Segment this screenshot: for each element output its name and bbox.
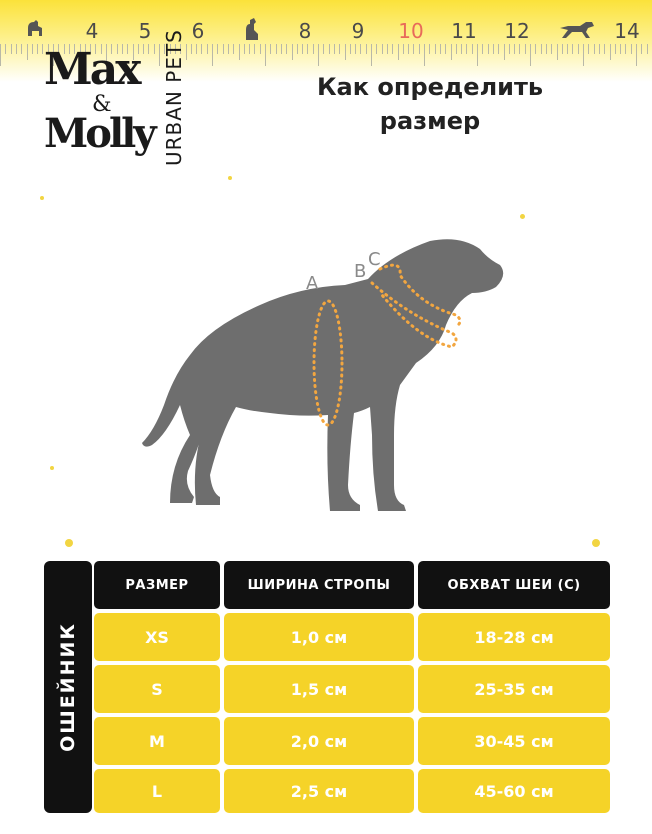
ruler-tick: [562, 44, 563, 54]
logo-subtitle: URBAN PETS: [162, 29, 186, 166]
ruler-tick: [16, 44, 17, 54]
ruler-tick: [345, 44, 346, 60]
ruler-tick: [329, 44, 330, 54]
ruler-tick: [572, 44, 573, 54]
ruler-tick: [270, 44, 271, 54]
ruler-tick: [297, 44, 298, 54]
table-cell-width: 2,0 см: [224, 717, 414, 765]
ruler-tick: [424, 44, 425, 66]
ruler-tick: [360, 44, 361, 54]
ruler-tick: [445, 44, 446, 54]
ruler-tick: [451, 44, 452, 60]
ruler-tick: [223, 44, 224, 54]
running-dog-icon: [558, 18, 596, 40]
ruler-tick: [212, 44, 213, 66]
decorative-dot: [40, 196, 44, 200]
decorative-dot: [520, 214, 525, 219]
ruler-tick: [466, 44, 467, 54]
ruler-number: 11: [451, 19, 477, 43]
ruler-tick: [493, 44, 494, 54]
ruler-number: 12: [504, 19, 530, 43]
sitting-dog-icon: [240, 16, 262, 42]
ruler-tick: [631, 44, 632, 54]
table-cell-size: L: [94, 769, 220, 813]
ruler-tick: [625, 44, 626, 54]
small-dog-icon: [24, 16, 48, 40]
ruler-tick: [488, 44, 489, 54]
ruler-tick: [371, 44, 372, 66]
ruler-tick: [217, 44, 218, 54]
ruler-tick: [413, 44, 414, 54]
table-header-size: РАЗМЕР: [94, 561, 220, 609]
ruler-tick: [339, 44, 340, 54]
ruler-tick: [541, 44, 542, 54]
ruler-tick: [578, 44, 579, 54]
logo-word-molly: Molly: [44, 110, 154, 157]
ruler-tick: [456, 44, 457, 54]
ruler-tick: [557, 44, 558, 60]
ruler-tick: [514, 44, 515, 54]
ruler-tick: [207, 44, 208, 54]
ruler-tick: [5, 44, 6, 54]
table-cell-width: 2,5 см: [224, 769, 414, 813]
ruler-tick: [509, 44, 510, 54]
dog-silhouette: [142, 239, 503, 511]
ruler-tick: [292, 44, 293, 60]
table-cell-neck: 45-60 см: [418, 769, 610, 813]
ruler-tick: [551, 44, 552, 54]
ruler-tick: [429, 44, 430, 54]
ruler-tick: [583, 44, 584, 66]
title-line-1: Как определить: [316, 73, 544, 101]
ruler-tick: [504, 44, 505, 60]
decorative-dot: [228, 176, 232, 180]
ruler-tick: [350, 44, 351, 54]
ruler-tick: [228, 44, 229, 54]
ruler-tick: [482, 44, 483, 54]
ruler-tick: [530, 44, 531, 66]
table-side-label-text: ОШЕЙНИК: [57, 622, 79, 752]
dog-measurement-diagram: [140, 235, 520, 525]
table-side-label: [44, 561, 92, 813]
ruler-number: 8: [298, 19, 312, 43]
ruler-tick: [440, 44, 441, 54]
label-b: B: [354, 261, 367, 282]
logo-ampersand: &: [92, 92, 112, 117]
ruler-tick: [535, 44, 536, 54]
ruler-tick: [588, 44, 589, 54]
table-cell-width: 1,5 см: [224, 665, 414, 713]
ruler-tick: [599, 44, 600, 54]
size-table: [44, 561, 610, 813]
ruler-tick: [276, 44, 277, 54]
ruler-tick: [32, 44, 33, 54]
ruler-tick: [477, 44, 478, 66]
table-header-width: ШИРИНА СТРОПЫ: [224, 561, 414, 609]
ruler-tick: [398, 44, 399, 60]
decorative-dot: [592, 539, 600, 547]
ruler-tick: [323, 44, 324, 54]
ruler-tick: [307, 44, 308, 54]
ruler-tick: [641, 44, 642, 54]
ruler-tick: [435, 44, 436, 54]
ruler-tick: [21, 44, 22, 54]
page-title: [280, 70, 580, 138]
ruler-tick: [334, 44, 335, 54]
decorative-dot: [50, 466, 54, 470]
ruler-tick: [0, 44, 1, 66]
table-cell-neck: 25-35 см: [418, 665, 610, 713]
ruler-tick: [525, 44, 526, 54]
ruler-tick: [286, 44, 287, 54]
ruler-tick: [281, 44, 282, 54]
label-c: C: [368, 249, 381, 270]
ruler-tick: [472, 44, 473, 54]
ruler-tick: [382, 44, 383, 54]
table-cell-width: 1,0 см: [224, 613, 414, 661]
ruler-tick: [620, 44, 621, 54]
ruler-number: 9: [351, 19, 365, 43]
ruler-tick: [376, 44, 377, 54]
ruler-tick: [636, 44, 637, 66]
ruler-tick: [519, 44, 520, 54]
ruler-tick: [201, 44, 202, 54]
label-a: A: [306, 273, 319, 294]
brand-logo: [44, 29, 194, 172]
ruler-tick: [594, 44, 595, 54]
ruler-tick: [260, 44, 261, 54]
ruler-tick: [302, 44, 303, 54]
ruler-tick: [233, 44, 234, 54]
ruler-tick: [249, 44, 250, 54]
ruler-tick: [387, 44, 388, 54]
ruler-tick: [647, 44, 648, 54]
ruler-tick: [11, 44, 12, 54]
ruler-number: 14: [614, 19, 640, 43]
title-line-2: размер: [379, 107, 481, 135]
table-cell-size: S: [94, 665, 220, 713]
decorative-dot: [65, 539, 73, 547]
ruler-tick: [318, 44, 319, 66]
ruler-tick: [567, 44, 568, 54]
ruler-tick: [313, 44, 314, 54]
ruler-tick: [239, 44, 240, 60]
table-cell-size: XS: [94, 613, 220, 661]
ruler-tick: [419, 44, 420, 54]
logo-word-max: Max: [44, 44, 139, 95]
ruler-tick: [604, 44, 605, 54]
ruler-tick: [37, 44, 38, 54]
table-cell-neck: 30-45 см: [418, 717, 610, 765]
table-cell-size: M: [94, 717, 220, 765]
ruler-tick: [403, 44, 404, 54]
ruler-tick: [366, 44, 367, 54]
ruler-tick: [265, 44, 266, 66]
ruler-tick: [461, 44, 462, 54]
ruler-number: 4: [85, 19, 99, 43]
ruler-tick: [392, 44, 393, 54]
ruler-number-highlight: 10: [398, 19, 424, 43]
ruler-tick: [498, 44, 499, 54]
table-header-neck: ОБХВАТ ШЕИ (С): [418, 561, 610, 609]
ruler-tick: [244, 44, 245, 54]
ruler-tick: [196, 44, 197, 54]
ruler-tick: [355, 44, 356, 54]
ruler-number: 6: [191, 19, 205, 43]
ruler-tick: [610, 44, 611, 60]
ruler-tick: [615, 44, 616, 54]
ruler-tick: [408, 44, 409, 54]
ruler-number: 5: [138, 19, 152, 43]
ruler-tick: [546, 44, 547, 54]
ruler-tick: [254, 44, 255, 54]
table-cell-neck: 18-28 см: [418, 613, 610, 661]
ruler-tick: [27, 44, 28, 60]
